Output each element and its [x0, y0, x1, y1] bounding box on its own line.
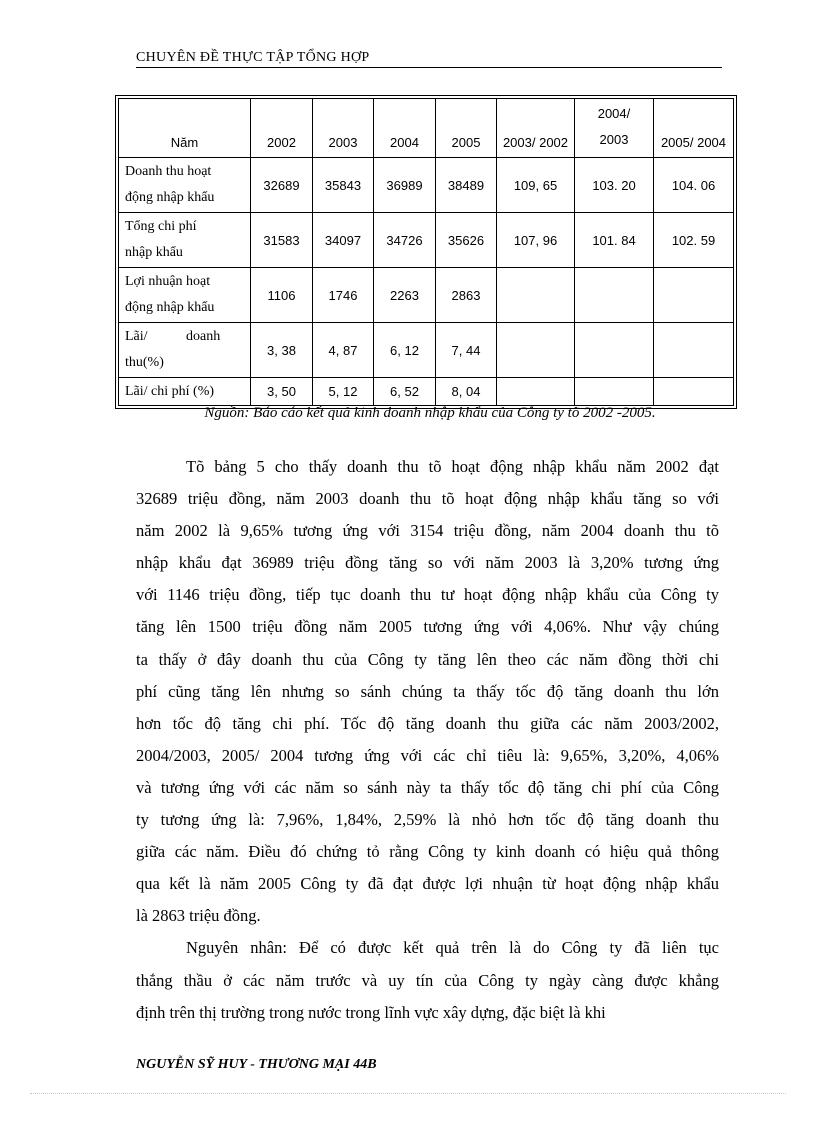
page-header: CHUYÊN ĐỀ THỰC TẬP TỔNG HỢP: [136, 50, 722, 68]
table-row: [119, 213, 734, 268]
paragraph-line: 32689 triệu đồng, năm 2003 doanh thu tõ hoạt động nhập khẩu tăng so với: [136, 489, 719, 509]
table-cell: 101. 84: [575, 213, 654, 268]
table-cell: 5, 12: [313, 378, 374, 406]
table-cell: 36989: [374, 158, 436, 213]
paragraph-line: với 1146 triệu đồng, tiếp tục doanh thu tư hoạt động nhập khẩu của Công ty: [136, 585, 719, 605]
import-results-table: [118, 98, 734, 406]
table-cell: 1106: [251, 268, 313, 323]
row-label: [119, 158, 251, 213]
table-cell: 109, 65: [497, 158, 575, 213]
paragraph-line: hơn tốc độ tăng chi phí. Tốc độ tăng doanh thu giữa các năm 2003/2002,: [136, 713, 719, 733]
table-cell: [575, 268, 654, 323]
table-cell: 2263: [374, 268, 436, 323]
row-label-line: Doanh thu hoạt: [125, 164, 212, 179]
table-cell: 4, 87: [313, 323, 374, 378]
table-cell: 34097: [313, 213, 374, 268]
table-cell: 32689: [251, 158, 313, 213]
table-cell: 6, 12: [374, 323, 436, 378]
table-cell: 3, 50: [251, 378, 313, 406]
paragraph-line: Nguyên nhân: Để có được kết quả trên là do Công ty đã liên tục: [186, 938, 719, 958]
table-row: [119, 378, 734, 406]
table-cell: [654, 378, 734, 406]
header-2004-2003-top: 2004/: [597, 106, 631, 121]
table-cell: [575, 378, 654, 406]
table-cell: 107, 96: [497, 213, 575, 268]
table-cell: [575, 323, 654, 378]
table-cell: 8, 04: [436, 378, 497, 406]
table-cell: 3, 38: [251, 323, 313, 378]
paragraph-line: nhập khẩu đạt 36989 triệu đồng tăng so với năm 2003 là 3,20% tương ứng: [136, 553, 719, 573]
table-cell: 1746: [313, 268, 374, 323]
table-cell: 34726: [374, 213, 436, 268]
paragraph-line: tăng lên 1500 triệu đồng năm 2005 tương ứng với 4,06%. Như vậy chúng: [136, 617, 719, 637]
paragraph-line: là 2863 triệu đồng.: [136, 906, 261, 926]
page-bottom-divider: [30, 1093, 786, 1094]
header-2004-2003: [575, 99, 654, 158]
table-cell: 103. 20: [575, 158, 654, 213]
table-row: [119, 158, 734, 213]
table-header-row: [119, 99, 734, 158]
table-source-note: Nguồn: Báo cáo kết quả kinh doanh nhập khẩu của Công ty tõ 2002 -2005.: [204, 405, 656, 421]
row-label: [119, 213, 251, 268]
header-2004-2003-bottom: 2003: [599, 132, 629, 147]
table-row: [119, 268, 734, 323]
table-cell: 2863: [436, 268, 497, 323]
results-table-frame: [115, 95, 737, 409]
table-cell: [654, 323, 734, 378]
paragraph-line: giữa các năm. Điều đó chứng tỏ rằng Công ty kinh doanh có hiệu quả thông: [136, 842, 719, 862]
paragraph-line: Tõ bảng 5 cho thấy doanh thu tõ hoạt động nhập khẩu năm 2002 đạt: [186, 457, 719, 476]
paragraph-line: qua kết là năm 2005 Công ty đã đạt được lợi nhuận từ hoạt động nhập khẩu: [136, 874, 719, 894]
body-text: [136, 451, 719, 1029]
row-label-line: Lợi nhuận hoạt: [125, 274, 211, 289]
row-label-line: động nhập khẩu: [125, 190, 215, 205]
paragraph-line: thắng thầu ở các năm trước và uy tín của Công ty ngày càng được khẳng: [136, 970, 719, 990]
header-year: Năm: [119, 99, 251, 158]
paragraph-line: ta thấy ở đây doanh thu của Công ty tăng lên theo các năm đồng thời chi: [136, 649, 719, 669]
header-2002: 2002: [251, 99, 313, 158]
paragraph-line: 2004/2003, 2005/ 2004 tương ứng với các chỉ tiêu là: 9,65%, 3,20%, 4,06%: [136, 745, 719, 765]
row-label: [119, 268, 251, 323]
row-label-line: động nhập khẩu: [125, 300, 215, 315]
page-footer: NGUYỄN SỸ HUY - THƯƠNG MẠI 44B: [136, 1057, 377, 1072]
paragraph-line: và tương ứng với các năm so sánh này ta thấy tốc độ tăng chi phí của Công: [136, 777, 719, 797]
paragraph-line: phí cũng tăng lên nhưng so sánh chúng ta thấy tốc độ tăng doanh thu lớn: [136, 681, 719, 701]
table-cell: [497, 268, 575, 323]
header-2003-2002: 2003/ 2002: [497, 99, 575, 158]
table-cell: 31583: [251, 213, 313, 268]
table-cell: 102. 59: [654, 213, 734, 268]
row-label: Lãi/ chi phí (%): [119, 378, 251, 406]
table-cell: 7, 44: [436, 323, 497, 378]
paragraph-line: ty tương ứng là: 7,96%, 1,84%, 2,59% là nhỏ hơn tốc độ tăng doanh thu: [136, 810, 719, 830]
row-label-line: nhập khẩu: [125, 245, 183, 260]
header-2005-2004: 2005/ 2004: [654, 99, 734, 158]
row-label: [119, 323, 251, 378]
table-cell: [497, 378, 575, 406]
row-label-line: Tổng chi phí: [125, 219, 197, 234]
header-2003: 2003: [313, 99, 374, 158]
table-cell: 35843: [313, 158, 374, 213]
paragraph-line: định trên thị trường trong nước trong lĩnh vực xây dựng, đặc biệt là khi: [136, 1002, 606, 1022]
header-2005: 2005: [436, 99, 497, 158]
row-label-line: thu(%): [125, 355, 164, 370]
table-cell: 6, 52: [374, 378, 436, 406]
header-2004: 2004: [374, 99, 436, 158]
table-row: [119, 323, 734, 378]
table-cell: [497, 323, 575, 378]
table-cell: 35626: [436, 213, 497, 268]
row-label-line: Lãi/ doanh: [125, 329, 221, 344]
table-cell: [654, 268, 734, 323]
table-cell: 38489: [436, 158, 497, 213]
table-cell: 104. 06: [654, 158, 734, 213]
paragraph-line: năm 2002 là 9,65% tương ứng với 3154 triệu đồng, năm 2004 doanh thu tõ: [136, 521, 719, 541]
